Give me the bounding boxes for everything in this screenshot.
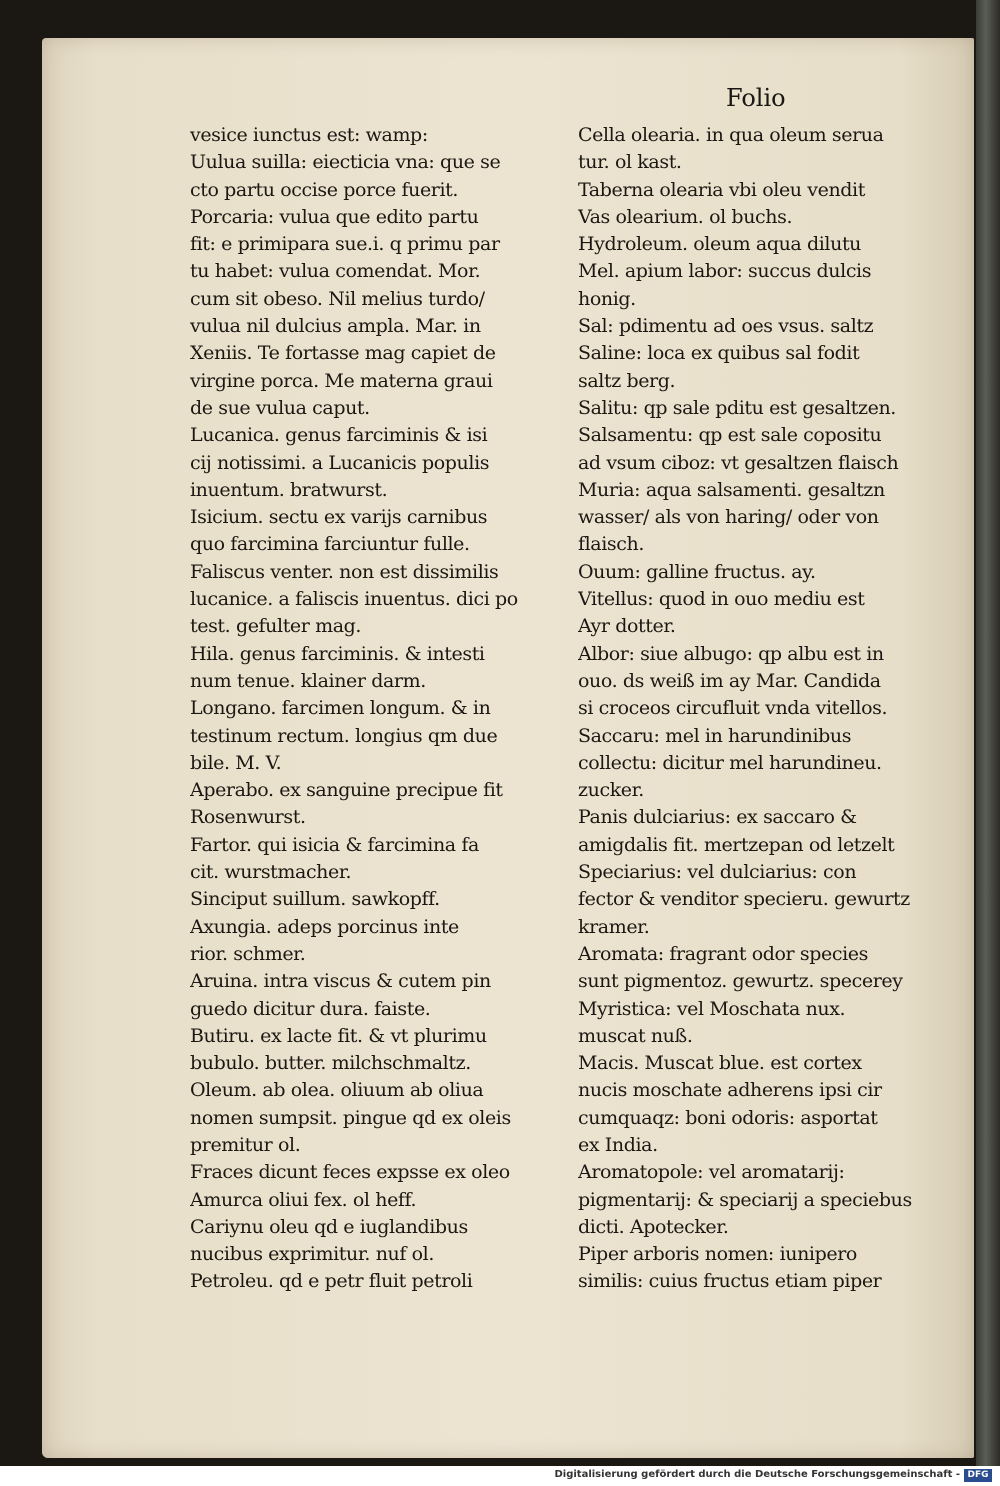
text-line: virgine porca. Me materna graui — [190, 369, 493, 392]
text-line: Isicium. sectu ex varijs carnibus — [190, 506, 488, 529]
text-line: cij notissimi. a Lucanicis populis — [190, 451, 490, 474]
text-line: Porcaria: vulua que edito partu — [190, 205, 479, 228]
text-line: honig. — [578, 287, 636, 310]
text-line: de sue vulua caput. — [190, 396, 370, 419]
text-line: lucanice. a faliscis inuentus. dici po — [190, 588, 518, 611]
text-line: nucis moschate adherens ipsi cir — [578, 1079, 882, 1102]
text-line: collectu: dicitur mel harundineu. — [578, 751, 882, 774]
text-line: Taberna olearia vbi oleu vendit — [578, 178, 865, 201]
text-line: Piper arboris nomen: iunipero — [578, 1243, 857, 1266]
text-line: Aromata: fragrant odor species — [578, 942, 868, 965]
text-line: Hydroleum. oleum aqua dilutu — [578, 233, 862, 256]
text-line: Salsamentu: qp est sale copositu — [578, 424, 882, 447]
text-line: Cariynu oleu qd e iuglandibus — [190, 1215, 468, 1238]
text-line: Aromatopole: vel aromatarij: — [578, 1161, 845, 1184]
left-text-column — [190, 122, 565, 1296]
text-line: Sal: pdimentu ad oes vsus. saltz — [578, 315, 874, 338]
text-line: Ouum: galline fructus. ay. — [578, 560, 816, 583]
text-line: nomen sumpsit. pingue qd ex oleis — [190, 1106, 511, 1129]
text-line: Hila. genus farciminis. & intesti — [190, 642, 485, 665]
text-line: Fartor. qui isicia & farcimina fa — [190, 833, 479, 856]
text-line: Lucanica. genus farciminis & isi — [190, 424, 488, 447]
text-line: Albor: siue albugo: qp albu est in — [578, 642, 884, 665]
text-line: Panis dulciarius: ex saccaro & — [578, 806, 857, 829]
text-line: fit: e primipara sue.i. q primu par — [190, 233, 500, 256]
text-line: Saline: loca ex quibus sal fodit — [578, 342, 860, 365]
dfg-logo: DFG — [964, 1469, 992, 1482]
text-line: saltz berg. — [578, 369, 676, 392]
text-line: muscat nuß. — [578, 1024, 693, 1047]
text-line: Butiru. ex lacte fit. & vt plurimu — [190, 1024, 487, 1047]
text-line: zucker. — [578, 779, 644, 802]
text-line: Speciarius: vel dulciarius: con — [578, 861, 857, 884]
text-line: Longano. farcimen longum. & in — [190, 697, 491, 720]
text-line: sunt pigmentoz. gewurtz. specerey — [578, 970, 903, 993]
text-line: testinum rectum. longius qm due — [190, 724, 498, 747]
text-line: Myristica: vel Moschata nux. — [578, 997, 846, 1020]
text-line: Amurca oliui fex. ol heff. — [190, 1188, 417, 1211]
text-line: Fraces dicunt feces expsse ex oleo — [190, 1161, 510, 1184]
text-line: test. gefulter mag. — [190, 615, 362, 638]
text-line: cit. wurstmacher. — [190, 861, 352, 884]
text-line: Salitu: qp sale pditu est gesaltzen. — [578, 396, 896, 419]
footer-credit: Digitalisierung gefördert durch die Deutsche Forschungsgemeinschaft - — [554, 1469, 960, 1480]
text-line: bile. M. V. — [190, 751, 282, 774]
text-line: Aperabo. ex sanguine precipue fit — [190, 779, 503, 802]
text-line: Macis. Muscat blue. est cortex — [578, 1052, 862, 1075]
text-line: Oleum. ab olea. oliuum ab oliua — [190, 1079, 484, 1102]
text-line: Mel. apium labor: succus dulcis — [578, 260, 872, 283]
text-line: Xeniis. Te fortasse mag capiet de — [190, 342, 496, 365]
footer-bar — [0, 1466, 1000, 1486]
right-text-column — [578, 122, 948, 1296]
text-line: wasser/ als von haring/ oder von — [578, 506, 879, 529]
book-edge — [976, 0, 1000, 1486]
text-line: ex India. — [578, 1133, 658, 1156]
text-line: Cella olearia. in qua oleum serua — [578, 124, 884, 146]
text-line: bubulo. butter. milchschmaltz. — [190, 1052, 471, 1075]
text-line: inuentum. bratwurst. — [190, 478, 388, 501]
text-line: ad vsum ciboz: vt gesaltzen flaisch — [578, 451, 899, 474]
text-line: ouo. ds weiß im ay Mar. Candida — [578, 669, 881, 692]
text-line: cum sit obeso. Nil melius turdo/ — [190, 287, 485, 310]
text-line: flaisch. — [578, 533, 644, 556]
text-line: Aruina. intra viscus & cutem pin — [190, 970, 491, 993]
text-line: premitur ol. — [190, 1133, 301, 1156]
text-line: amigdalis fit. mertzepan od letzelt — [578, 833, 895, 856]
text-line: kramer. — [578, 915, 650, 938]
text-line: tu habet: vulua comendat. Mor. — [190, 260, 481, 283]
text-line: nucibus exprimitur. nuf ol. — [190, 1243, 435, 1266]
text-line: si croceos circufluit vnda vitellos. — [578, 697, 888, 720]
text-line: quo farcimina farciuntur fulle. — [190, 533, 470, 556]
text-line: cto partu occise porce fuerit. — [190, 178, 459, 201]
text-line: dicti. Apotecker. — [578, 1215, 729, 1238]
text-line: tur. ol kast. — [578, 151, 682, 174]
text-line: Uulua suilla: eiecticia vna: que se — [190, 151, 501, 174]
text-line: num tenue. klainer darm. — [190, 669, 426, 692]
text-line: Rosenwurst. — [190, 806, 306, 829]
text-line: similis: cuius fructus etiam piper — [578, 1270, 882, 1293]
text-line: Muria: aqua salsamenti. gesaltzn — [578, 478, 885, 501]
text-line: Axungia. adeps porcinus inte — [190, 915, 459, 938]
text-line: rior. schmer. — [190, 942, 306, 965]
text-line: Saccaru: mel in harundinibus — [578, 724, 852, 747]
text-line: Ayr dotter. — [578, 615, 676, 638]
text-line: pigmentarij: & speciarij a speciebus — [578, 1188, 912, 1211]
text-line: Faliscus venter. non est dissimilis — [190, 560, 499, 583]
text-line: Vas olearium. ol buchs. — [578, 205, 793, 228]
text-line: cumquaqz: boni odoris: asportat — [578, 1106, 878, 1129]
text-line: Petroleu. qd e petr fluit petroli — [190, 1270, 473, 1293]
text-line: fector & venditor specieru. gewurtz — [578, 888, 910, 911]
text-line: Vitellus: quod in ouo mediu est — [578, 588, 865, 611]
text-line: vulua nil dulcius ampla. Mar. in — [190, 315, 481, 338]
folio-header: Folio — [726, 84, 786, 112]
text-line: Sinciput suillum. sawkopff. — [190, 888, 440, 911]
text-line: guedo dicitur dura. faiste. — [190, 997, 431, 1020]
text-line: vesice iunctus est: wamp: — [190, 124, 428, 146]
